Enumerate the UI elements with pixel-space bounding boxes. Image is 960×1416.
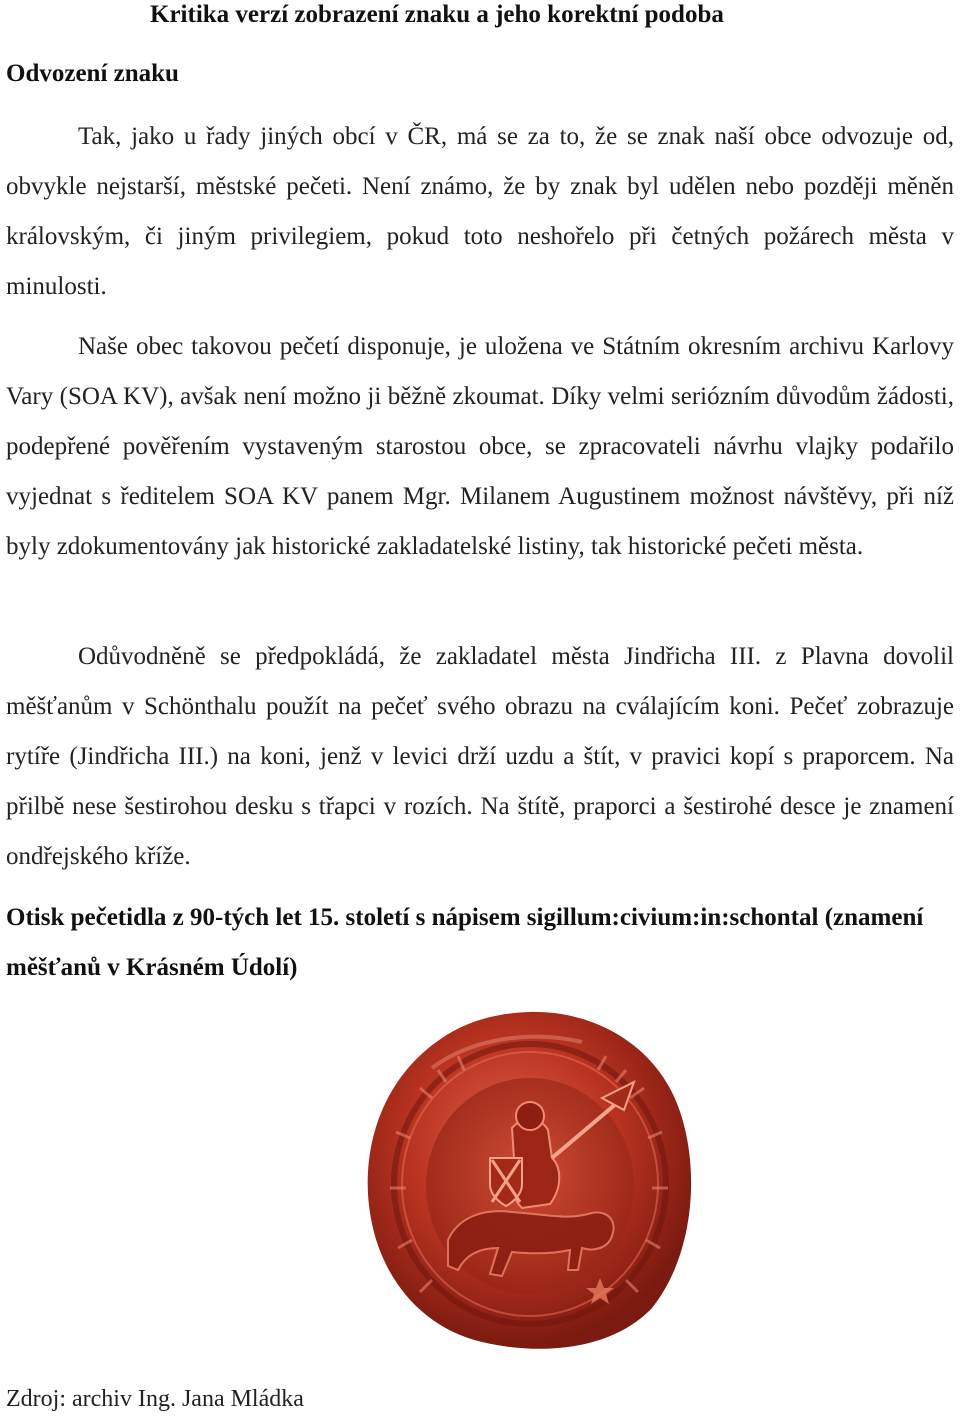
- shield-cross-icon: [490, 1158, 522, 1206]
- page-title: Kritika verzí zobrazení znaku a jeho korektní podoba: [150, 1, 724, 28]
- seal-caption: Otisk pečetidla z 90-tých let 15. století s nápisem sigillum:civium:in:schontal (znamení měšťanů v Krásném Údolí): [6, 904, 924, 981]
- section-heading: Odvození znaku: [6, 60, 179, 87]
- wax-seal-icon: [362, 1008, 696, 1354]
- paragraph-origin: Tak, jako u řady jiných obcí v ČR, má se za to, že se znak naší obce odvozuje od, obvykle nejstarší, městské pečeti. Není známo, že by znak byl udělen nebo později měněn královským, či jiným privilegiem, pokud toto neshořelo při četných požárech města v minulosti.: [6, 123, 954, 300]
- paragraph-seal-description: Odůvodněně se předpokládá, že zakladatel města Jindřicha III. z Plavna dovolil měšťanům v Schönthalu použít na pečeť svého obrazu na cválajícím koni. Pečeť zobrazuje rytíře (Jindřicha III.) na koni, jenž v levici drží uzdu a štít, v pravici kopí s praporcem. Na přilbě nese šestirohou desku s třapci v rozích. Na štítě, praporci a šestirohé desce je znamení ondřejského kříže.: [6, 643, 954, 870]
- paragraph-archive: Naše obec takovou pečetí disponuje, je uložena ve Státním okresním archivu Karlovy Vary (SOA KV), avšak není možno ji běžně zkoumat. Díky velmi seriózním důvodům žádosti, podepřené pověřením vystaveným starostou obce, se zpracovateli návrhu vlajky podařilo vyjednat s ředitelem SOA KV panem Mgr. Milanem Augustinem možnost návštěvy, při níž byly zdokumentovány jak historické zakladatelské listiny, tak historické pečeti města.: [6, 333, 954, 560]
- seal-image: [362, 1008, 696, 1354]
- image-source-credit: Zdroj: archiv Ing. Jana Mládka: [6, 1386, 304, 1412]
